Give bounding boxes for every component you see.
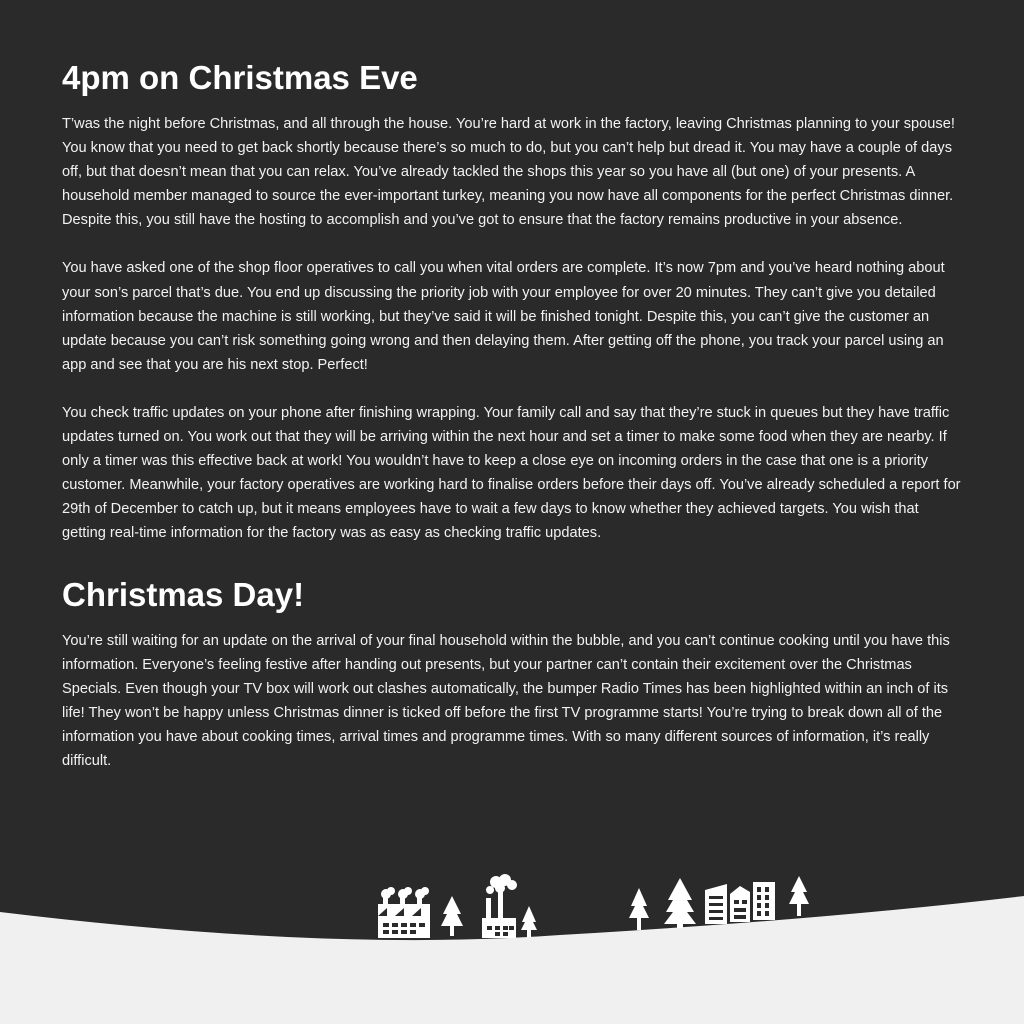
tree-icon <box>441 896 463 936</box>
section-christmas-day <box>62 573 962 774</box>
paragraph: You’re still waiting for an update on the arrival of your final household within the bubble, and you can’t continue cooking until you have this information. Everyone’s feeling festive after handing out presents, but your partner can’t contain their excitement over the Christmas Specials. Even though your TV box will work out clashes automatically, the bumper Radio Times has been highlighted within an inch of its life! They won’t be happy unless Christmas dinner is ticked off before the first TV programme starts! You’re trying to break down all of the information you have about cooking times, arrival times and programme times. With so many different sources of information, it’s really difficult. <box>62 632 950 769</box>
factory-icon <box>482 874 517 938</box>
ground-curve <box>0 896 1024 1024</box>
article <box>62 56 962 773</box>
heading-christmas-eve: 4pm on Christmas Eve <box>62 59 418 96</box>
heading-christmas-day: Christmas Day! <box>62 575 305 613</box>
tree-icon <box>521 906 537 937</box>
tree-icon <box>664 878 696 928</box>
paragraph: T’was the night before Christmas, and all through the house. You’re hard at work in the factory, leaving Christmas planning to your spouse! You know that you need to get back shortly because there’s so much to do, but you can’t help but dread it. You may have a couple of days off, but that doesn’t mean that you can relax. You’ve already tackled the shops this year so you have all (but one) of your presents. A household member managed to source the ever-important turkey, meaning you now have all components for the perfect Christmas dinner. Despite this, you still have the hosting to accomplish and you’ve got to ensure that the factory remains productive in your absence. <box>62 116 955 229</box>
footer-illustration <box>0 860 1024 1024</box>
tree-icon <box>789 876 809 916</box>
building-icon <box>705 882 775 924</box>
paragraph: You have asked one of the shop floor operatives to call you when vital orders are complete. It’s now 7pm and you’ve heard nothing about your son’s parcel that’s due. You end up discussing the priority job with your employee for over 20 minutes. They can’t give you detailed information because the machine is still working, but they’ve said it will be finished tonight. Despite this, you can’t give the customer an update because you can’t risk something going wrong and then delaying them. After getting off the phone, you track your parcel using an app and see that you are his next stop. Perfect! <box>62 260 945 373</box>
section-christmas-eve <box>62 56 962 546</box>
tree-icon <box>629 888 649 930</box>
factory-icon <box>378 887 430 938</box>
paragraph: You check traffic updates on your phone after finishing wrapping. Your family call and say that they’re stuck in queues but they have traffic updates turned on. You work out that they will be arriving within the next hour and set a timer to make some food when they are nearby. If only a timer was this effective back at work! You wouldn’t have to keep a close eye on incoming orders in the case that one is a priority customer. Meanwhile, your factory operatives are working hard to finalise orders before their days off. You’ve already scheduled a report for 29th of December to catch up, but it means employees have to wait a few days to know whether they achieved targets. You wish that getting real-time information for the factory was as easy as checking traffic updates. <box>62 404 961 542</box>
